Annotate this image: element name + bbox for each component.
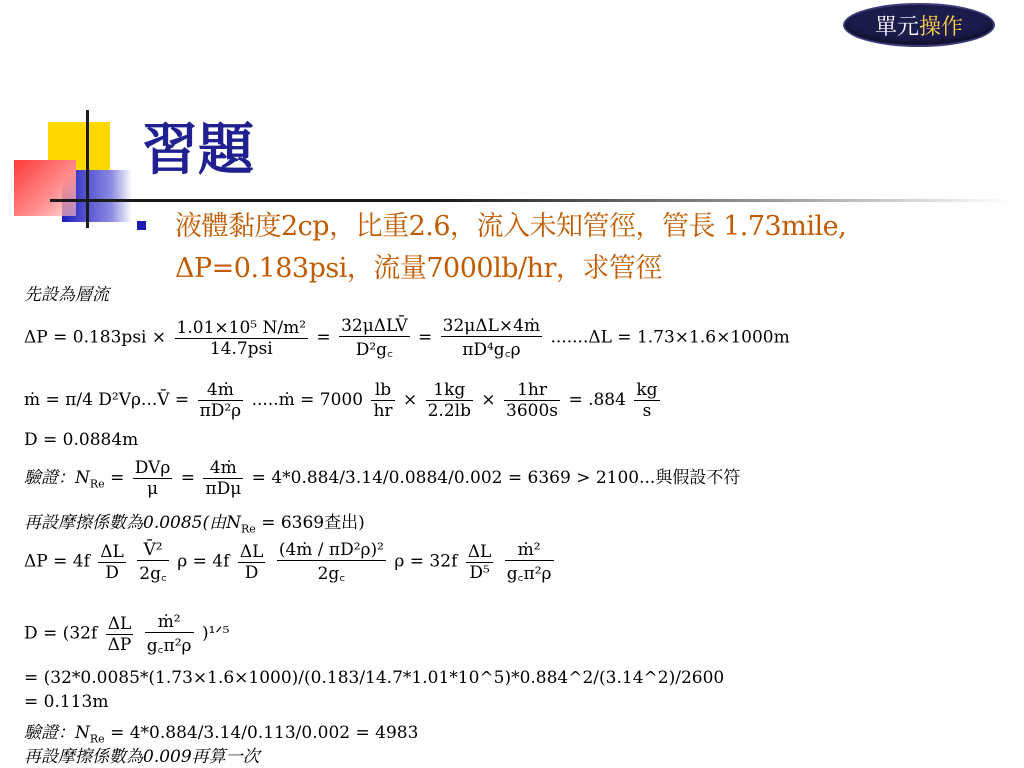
problem-statement bbox=[175, 206, 1020, 290]
turb-fraction-a: $\frac{\Delta L}{D}$ bbox=[100, 541, 124, 583]
page-title: 習題 bbox=[142, 118, 254, 183]
turb-fraction-c: $\frac{\Delta L}{D}$ bbox=[239, 541, 264, 583]
diameter-first-guess: D = 0.0884m bbox=[24, 430, 139, 450]
problem-line-1: 液體黏度2cp，比重2.6，流入未知管徑，管長 1.73mile, bbox=[175, 211, 847, 242]
unit-operation-label-2: 操作 bbox=[919, 14, 964, 40]
verification-reynolds-2: 驗證：$N_{Re} = 4*0.884/3.14/0.113/0.002 = 4983$ bbox=[24, 723, 419, 746]
equation-diameter-formula: D = (32f $\frac{\Delta L}{\Delta P}$ $\frac{\text{ṁ²}}{\text{g꜀π²ρ}}$ )¹ᐟ⁵ bbox=[24, 612, 230, 656]
turb-fraction-e: $\frac{\Delta L}{\text{D⁵}}$ bbox=[467, 541, 492, 583]
eq-mdot-result: = .884 bbox=[568, 390, 626, 410]
eq-mdot-mid: .....ṁ = 7000 bbox=[251, 390, 364, 410]
unit-operation-label-1: 單元 bbox=[874, 14, 919, 40]
eq-dp-fraction-3: $\frac{\text{32μΔL×4ṁ}}{\text{πD⁴g꜀ρ}}$ bbox=[442, 316, 541, 360]
bullet-square-icon bbox=[137, 221, 146, 230]
turb-fraction-d: $\frac{\text{(4ṁ / πD²ρ)²}}{2g꜀}$ bbox=[278, 540, 384, 584]
turb-fraction-b: $\frac{\text{V̄²}}{2g꜀}$ bbox=[139, 540, 167, 584]
eq-mdot-fraction: $\frac{\text{4ṁ}}{\text{πD²ρ}}$ bbox=[199, 380, 242, 421]
equation-pressure-drop: ΔP = 0.183psi × $\frac{\text{1.01×10⁵ N/m²}}{\text{14.7psi}}$ = $\frac{\text{32μΔLV̄}}{\text{D²g꜀}}$ = $\frac{\text{32μΔL×4ṁ}}{\text{πD⁴g꜀ρ}}$ .......ΔL = 1.73×1.6×1000m bbox=[24, 316, 790, 360]
eq-dp-tail: .......ΔL = 1.73×1.6×1000m bbox=[550, 327, 790, 348]
decor-red-square bbox=[14, 160, 76, 216]
eq-dp-lhs: ΔP = 0.183psi × bbox=[24, 327, 167, 348]
dformula-fraction-b: $\frac{\text{ṁ²}}{\text{g꜀π²ρ}}$ bbox=[146, 612, 192, 656]
friction-factor-retry: 再設摩擦係數為0.009再算一次 bbox=[24, 747, 260, 767]
unit-kg-per-lb: $\frac{1kg}{2.2lb}$ bbox=[427, 380, 471, 421]
calculation-line: = (32*0.0085*(1.73×1.6×1000)/(0.183/14.7*1.01*10^5)*0.884^2/(3.14^2)/2600 bbox=[24, 668, 725, 688]
equation-mass-flow: ṁ = π/4 D²Vρ...V̄ = $\frac{\text{4ṁ}}{\text{πD²ρ}}$ .....ṁ = 7000 $\frac{lb}{hr}$ × $\frac{1kg}{2.2lb}$ × $\frac{1hr}{3600s}$ = .884 $\frac{kg}{s}$ bbox=[24, 380, 658, 421]
problem-line-2: ΔP=0.183psi，流量7000lb/hr，求管徑 bbox=[175, 253, 662, 284]
dformula-fraction-a: $\frac{\Delta L}{\Delta P}$ bbox=[107, 613, 132, 655]
reynolds-result-1: = 4*0.884/3.14/0.0884/0.002 = 6369 > 2100...與假設不符 bbox=[251, 468, 741, 488]
eq-mdot-lhs: ṁ = π/4 D²Vρ...V̄ = bbox=[24, 390, 190, 410]
title-divider bbox=[50, 199, 1010, 202]
eq-dp-fraction-2: $\frac{\text{32μΔLV̄}}{\text{D²g꜀}}$ bbox=[341, 316, 408, 360]
friction-factor-assumption: 再設摩擦係數為0.0085(由$N_{Re} = 6369$查出) bbox=[24, 513, 365, 536]
eq-dp-fraction-1: $\frac{\text{1.01×10⁵ N/m²}}{\text{14.7psi}}$ bbox=[176, 317, 307, 359]
unit-lb-per-hr: $\frac{lb}{hr}$ bbox=[373, 380, 393, 421]
equation-turbulent-dp: ΔP = 4f $\frac{\Delta L}{D}$ $\frac{\text{V̄²}}{2g꜀}$ ρ = 4f $\frac{\Delta L}{D}$ $\frac{\text{(4ṁ / πD²ρ)²}}{2g꜀}$ ρ = 32f $\frac{\Delta L}{\text{D⁵}}$ $\frac{\text{ṁ²}}{\text{g꜀π²ρ}}$ bbox=[24, 540, 552, 584]
reynolds-fraction-2: $\frac{\text{4ṁ}}{\text{πDμ}}$ bbox=[205, 458, 242, 499]
unit-operation-button[interactable] bbox=[843, 3, 995, 47]
turb-fraction-g: $\frac{\text{ṁ²}}{\text{g꜀π²ρ}}$ bbox=[506, 540, 552, 584]
unit-kg-per-s: $\frac{kg}{s}$ bbox=[636, 380, 658, 421]
calculation-result: = 0.113m bbox=[24, 692, 109, 712]
assumption-text: 先設為層流 bbox=[24, 285, 109, 305]
reynolds-fraction-1: $\frac{\text{DVρ}}{\mu}$ bbox=[134, 458, 171, 499]
verification-reynolds-1: 驗證：$N_{Re}$ = $\frac{\text{DVρ}}{\mu}$ = $\frac{\text{4ṁ}}{\text{πDμ}}$ = 4*0.884/3.14/0.0884/0.002 = 6369 > 2100...與假設不符 bbox=[24, 458, 741, 499]
unit-hr-per-s: $\frac{1hr}{3600s}$ bbox=[506, 380, 559, 421]
decor-vertical-line bbox=[86, 110, 89, 228]
